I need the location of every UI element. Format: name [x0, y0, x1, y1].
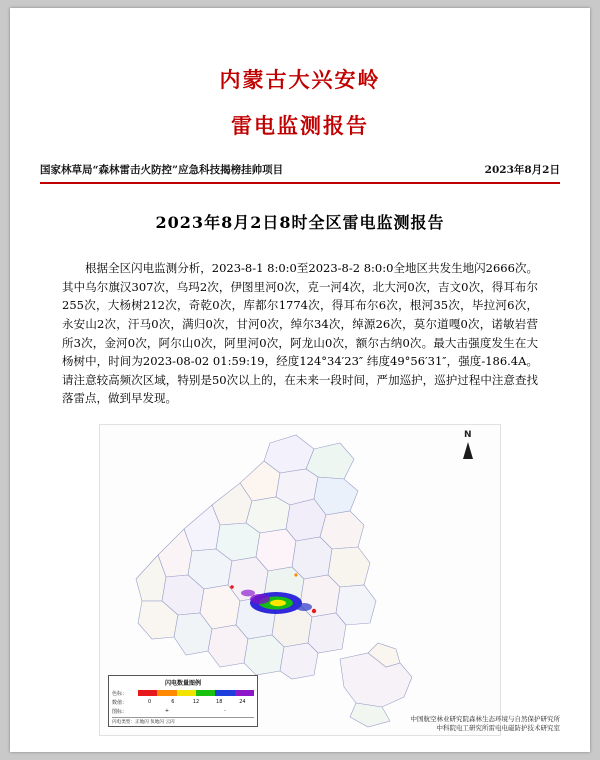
- document-page: [10, 8, 590, 752]
- legend-symbol-ticks: [138, 708, 254, 714]
- legend-tick: 6: [171, 699, 175, 705]
- legend-footer: [112, 717, 254, 725]
- document-title-line-1: 内蒙古大兴安岭: [219, 67, 381, 92]
- legend-title: 闪电数量图例: [164, 680, 201, 687]
- project-line: 国家林草局“森林雷击火防控”应急科技揭榜挂帅项目: [40, 164, 284, 176]
- footer-credit: [411, 715, 561, 735]
- report-date: 2023年8月2日: [484, 164, 560, 176]
- document-meta-row: [40, 162, 560, 177]
- footer-line-1: 中国航空林业研究院森林生态环境与自然保护研究所: [410, 714, 560, 723]
- section-title: 2023年8月2日8时全区雷电监测报告: [155, 213, 445, 232]
- report-body: 根据全区闪电监测分析，2023-8-1 8:0:0至2023-8-2 8:0:0全地区共发生地闪2666次。其中乌尔旗汉307次，乌玛2次，伊图里河0次，克一河4次，北大河0次，吉文0次，得耳布尔255次，大杨树212次，奇乾0次，库都尔1774次，得耳布尔6次，根河35次，毕拉河6次，永安山2次，汗马0次，满归0次，甘河0次，绰尔34次，绰源26次，莫尔道嘎0次，诺敏岩营所3次，金河0次，阿尔山0次，阿里河0次，阿龙山0次，额尔古纳0次。最大击强度发生在大杨树中，时间为2023-08-02 01:59:19，经度124°34′23″ 纬度49°56′31″，强度-186.4A。请注意较高频次区域，特别是50次以上的，在未来一段时间，严加巡护，巡护过程中注意查找落雷点，做到早发现。: [62, 261, 538, 406]
- legend-symbol-label: 图标：: [112, 708, 128, 715]
- legend-tick: 0: [148, 699, 152, 705]
- lightning-map: [99, 424, 501, 736]
- document-title-line-2: 雷电监测报告: [231, 113, 369, 138]
- footer-line-2: 中科院电工研究所雷电电磁防护技术研究室: [436, 724, 560, 733]
- legend-color-row: [112, 689, 254, 697]
- legend-tick: 18: [216, 699, 223, 705]
- legend-value-label: 数值：: [112, 699, 128, 706]
- legend-swatches: [138, 690, 254, 696]
- legend-tick: 12: [192, 699, 200, 705]
- legend-color-label: 色标：: [112, 690, 128, 697]
- map-legend: [108, 675, 258, 727]
- legend-value-ticks: [138, 699, 254, 705]
- legend-plus-icon: +: [164, 708, 170, 714]
- legend-minus-icon: -: [224, 708, 226, 714]
- legend-value-row: [112, 698, 254, 706]
- legend-footer-text: 闪电类型：正地闪 负地闪 云闪: [112, 720, 175, 725]
- legend-symbol-row: [112, 707, 254, 715]
- header-divider: [40, 182, 560, 184]
- compass-north-label: N: [464, 430, 472, 440]
- legend-tick: 24: [239, 699, 246, 705]
